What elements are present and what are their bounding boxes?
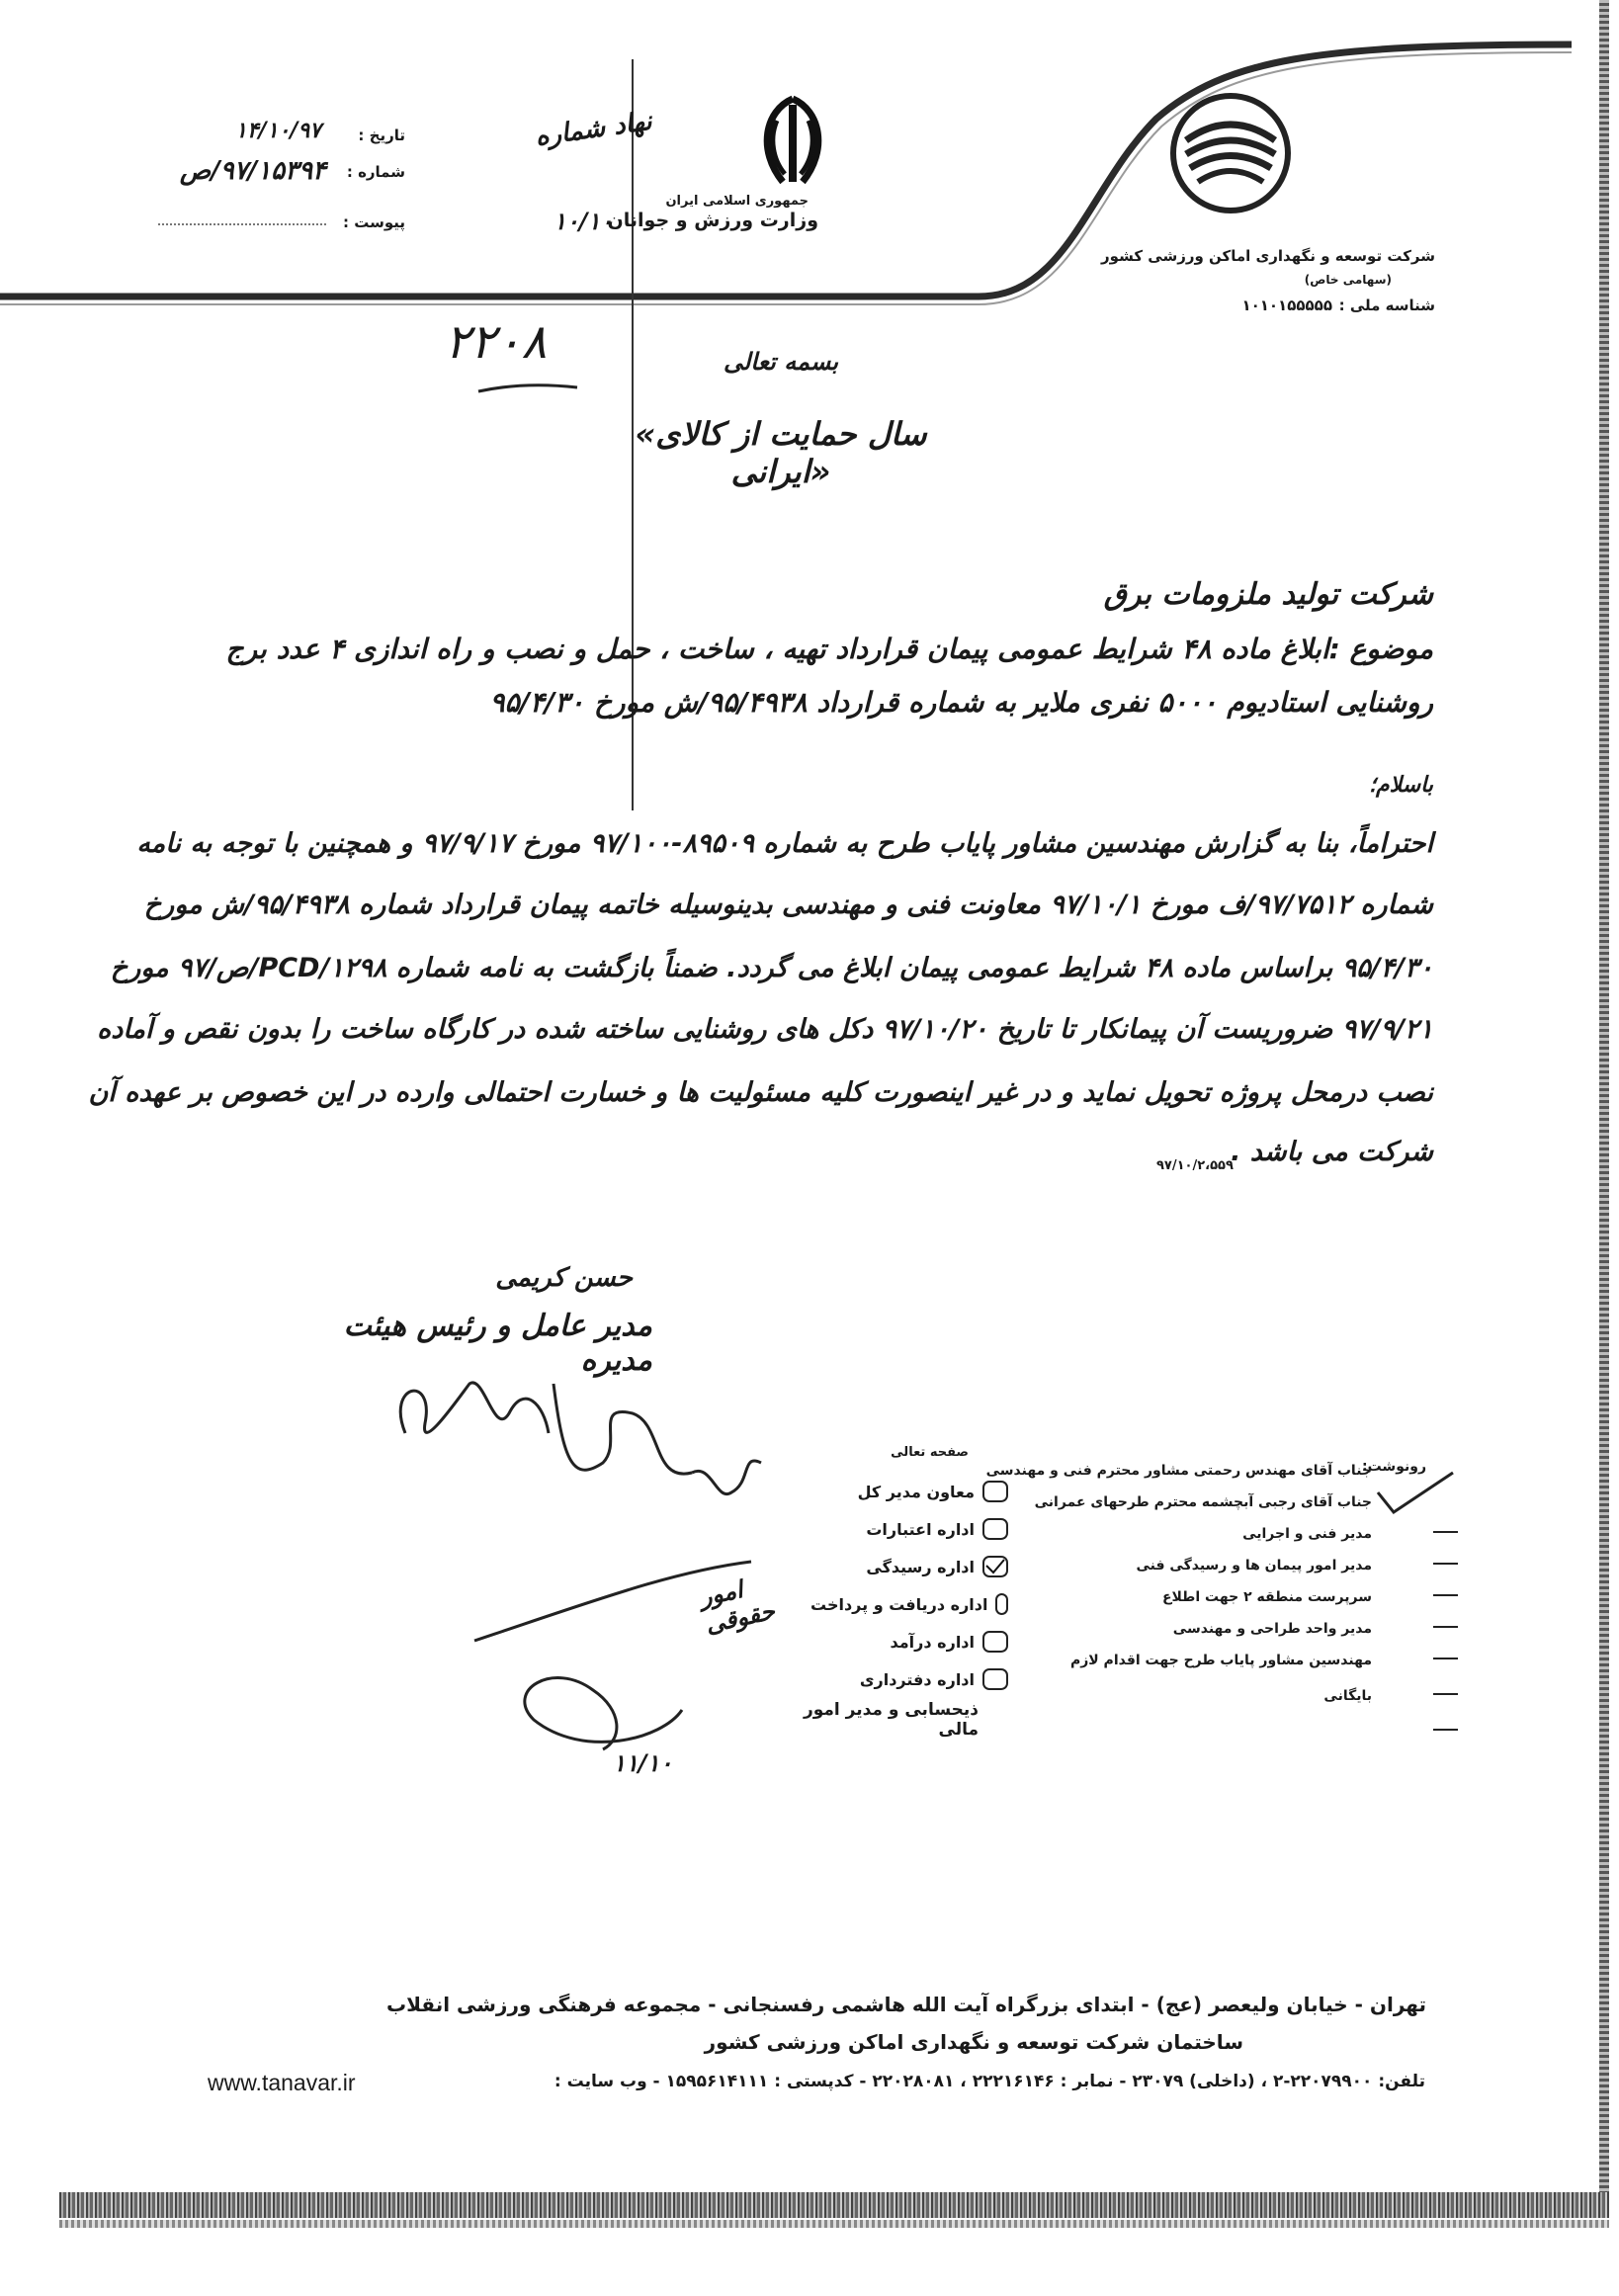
stamp-signature: نهاد شماره: [533, 106, 654, 152]
company-logo-icon: [1166, 89, 1295, 217]
ministry-line2: وزارت ورزش و جوانان: [607, 210, 818, 231]
internal-item-1: [810, 1473, 1008, 1510]
internal-item-label: اداره رسیدگی: [866, 1557, 975, 1576]
signatory-title: مدیر عامل و رئیس هیئت مدیره: [343, 1309, 652, 1378]
number-label: شماره :: [346, 163, 405, 181]
number-value: ۹۷/۱۵۳۹۴/ص: [179, 156, 326, 186]
internal-item-label: اداره دفترداری: [859, 1669, 975, 1689]
scan-edge-bottom: [59, 2192, 1609, 2218]
internal-item-label: اداره درآمد: [890, 1632, 975, 1652]
checkbox-checked-icon: [982, 1556, 1008, 1577]
company-name: شرکت توسعه و نگهداری اماکن ورزشی کشور: [1101, 247, 1435, 265]
body-line-1: احتراماً، بنا به گزارش مهندسین مشاور پایاب طرح به شماره ۸۹۵۰۹-۹۷/۱۰۰ مورخ ۹۷/۹/۱۷ و همچنین با توجه به نامه: [136, 828, 1433, 859]
year-slogan: «سال حمایت از کالای ایرانی»: [635, 415, 927, 490]
internal-item-label: اداره دریافت و پرداخت: [810, 1594, 988, 1614]
national-id-value: ۱۰۱۰۱۵۵۵۵۵: [1241, 297, 1332, 314]
internal-item-6: [810, 1660, 1008, 1698]
ministry-line1: جمهوری اسلامی ایران: [665, 194, 809, 209]
checkbox-icon: [995, 1593, 1008, 1615]
internal-item-5: [810, 1623, 1008, 1660]
checkbox-icon: [982, 1631, 1008, 1653]
handwritten-underline: [474, 378, 583, 397]
cc-recipient-5: سرپرست منطقه ۲ جهت اطلاع: [1161, 1589, 1372, 1605]
small-ref-number: ۹۷/۱۰/۲،۵۵۹: [1156, 1158, 1234, 1173]
signatory-name: حسن کریمی: [495, 1263, 633, 1293]
handwritten-number: ۲۲۰۸: [445, 314, 548, 370]
checkbox-icon: [982, 1481, 1008, 1502]
cc-heading: رونوشت:: [1362, 1459, 1426, 1475]
national-id-label: شناسه ملی :: [1338, 297, 1435, 314]
date-value: ۱۴/۱۰/۹۷: [235, 119, 321, 143]
footer-address-1: تهران - خیابان ولیعصر (عج) - ابتدای بزرگراه آیت الله هاشمی رفسنجانی - مجموعه فرهنگی ورزشی انقلاب: [386, 1993, 1426, 2016]
cc-recipient-2: جناب آقای رجبی آبچشمه محترم طرحهای عمرانی: [1034, 1494, 1372, 1510]
date-label: تاریخ :: [358, 127, 405, 144]
cc-recipient-4: مدیر امور پیمان ها و رسیدگی فنی: [1136, 1558, 1372, 1573]
cc-checkmark-lines: [1374, 1453, 1463, 1779]
internal-item-label: معاون مدیر کل: [857, 1482, 975, 1501]
basmala: بسمه تعالی: [723, 348, 839, 376]
cc-recipient-8: بایگانی: [1323, 1688, 1372, 1704]
subject-line-1: موضوع :ابلاغ ماده ۴۸ شرایط عمومی پیمان قرارداد تهیه ، ساخت ، حمل و نصب و راه اندازی ۴ عدد برج: [225, 633, 1433, 665]
cc-recipient-6: مدیر واحد طراحی و مهندسی: [1172, 1621, 1372, 1637]
company-type: (سهامی خاص): [1304, 273, 1392, 287]
body-line-2: شماره ۹۷/۷۵۱۲/ف مورخ ۹۷/۱۰/۱ معاونت فنی و مهندسی بدینوسیله خاتمه پیمان قرارداد شماره ۹۵/۴۹۳۸/ش مورخ: [143, 890, 1433, 920]
internal-footer: ذیحسابی و مدیر امور مالی: [803, 1700, 979, 1740]
footer-address-2: ساختمان شرکت توسعه و نگهداری اماکن ورزشی کشور: [704, 2030, 1243, 2054]
greeting: باسلام؛: [1368, 773, 1433, 798]
checkbox-icon: [982, 1518, 1008, 1540]
stamp-note: ۱۰/۱۰: [554, 208, 614, 235]
internal-item-2: [810, 1510, 1008, 1548]
internal-heading: صفحه تعالی: [891, 1445, 969, 1460]
internal-item-4: [810, 1585, 1008, 1623]
footer-website-link[interactable]: www.tanavar.ir: [208, 2070, 356, 2095]
iran-emblem-icon: [743, 91, 842, 190]
cc-recipient-7: مهندسین مشاور پایاب طرح جهت اقدام لازم: [1069, 1653, 1372, 1668]
internal-item-3: [810, 1548, 1008, 1585]
attachment-dotted-line: [158, 223, 326, 225]
body-line-5: نصب درمحل پروژه تحویل نماید و در غیر اینصورت کلیه مسئولیت ها و خسارت احتمالی وارده در این خصوص بر عهده آن: [88, 1077, 1433, 1108]
handwritten-date: ۱۱/۱۰: [613, 1749, 673, 1777]
handwritten-note: امور حقوقی: [697, 1575, 778, 1639]
recipient: شرکت تولید ملزومات برق: [1103, 577, 1433, 612]
internal-item-label: اداره اعتبارات: [866, 1519, 975, 1539]
scan-edge-bottom-inner: [59, 2220, 1609, 2228]
body-line-3: ۹۵/۴/۳۰ براساس ماده ۴۸ شرایط عمومی پیمان ابلاغ می گردد. ضمناً بازگشت به نامه شماره PCD/۱۲۹۸/ص/۹۷ مورخ: [110, 953, 1433, 983]
footer-contact: تلفن: ۲۲۰۷۹۹۰۰-۲ ، (داخلی) ۲۳۰۷۹ - نمابر : ۲۲۲۱۶۱۴۶ ، ۲۲۰۲۸۰۸۱ - کدپستی : ۱۵۹۵۶۱۴۱۱۱ - وب سایت :: [554, 2072, 1425, 2091]
cc-recipient-1: جناب آقای مهندس رحمتی مشاور محترم فنی و مهندسی: [985, 1463, 1372, 1479]
checkbox-icon: [982, 1668, 1008, 1690]
internal-checklist: [810, 1473, 1008, 1698]
body-line-6: شرکت می باشد .: [1231, 1137, 1433, 1167]
subject-line-2: روشنایی استادیوم ۵۰۰۰ نفری ملایر به شماره قرارداد ۹۵/۴۹۳۸/ش مورخ ۹۵/۴/۳۰: [489, 686, 1433, 719]
cc-recipient-3: مدیر فنی و اجرایی: [1242, 1526, 1372, 1542]
body-line-4: ۹۷/۹/۲۱ ضروریست آن پیمانکار تا تاریخ ۹۷/۱۰/۲۰ دکل های روشنایی ساخته شده در کارگاه ساخت را بدون نقص و آماده: [97, 1014, 1433, 1045]
attachment-label: پیوست :: [342, 213, 405, 231]
